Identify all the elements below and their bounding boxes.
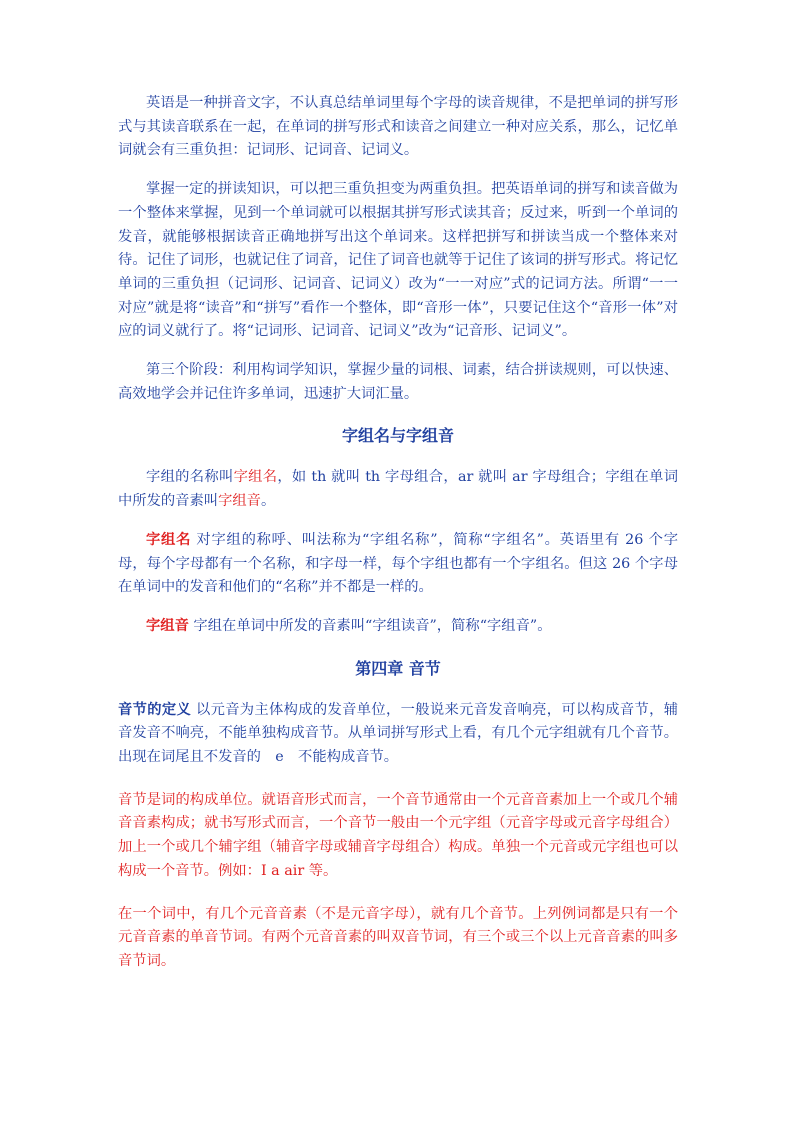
intro-paragraph-2: 掌握一定的拼读知识，可以把三重负担变为两重负担。把英语单词的拼写和读音做为一个整体来掌握，见到一个单词就可以根据其拼写形式读其音；反过来，听到一个单词的发音，就能够根据读音正确地拼写出这个单词来。这样把拼写和拼读当成一个整体来对待。记住了词形，也就记住了词音，记住了词音也就等于记住了该词的拼写形式。将记忆单词的三重负担（记词形、记词音、记词义）改为“一一对应”式的记词方法。所谓“一一对应”就是将“读音”和“拼写”看作一个整体，即“音形一体”，只要记住这个“音形一体”对应的词义就行了。将“记词形、记词音、记词义”改为“记音形、记词义”。 bbox=[118, 181, 678, 340]
document-page bbox=[118, 92, 678, 974]
text-run: 以元音为主体构成的发音单位，一般说来元音发音响亮，可以构成音节，辅音发音不响亮，不能单独构成音节。从单词拼写形式上看，有几个元字组就有几个音节。出现在词尾且不发音的 e 不能构成音节。 bbox=[118, 701, 679, 766]
text-run: ，如 th 就叫 th 字母组合，ar 就叫 ar 字母组合；字组在单词中所发的音素叫 bbox=[118, 469, 679, 510]
label-zuming: 字组名 bbox=[146, 531, 192, 548]
intro-paragraph-3: 第三个阶段：利用构词学知识，掌握少量的词根、词素，结合拼读规则，可以快速、高效地学会并记住许多单词，迅速扩大词汇量。 bbox=[118, 362, 678, 402]
chapter4-paragraph-3: 在一个词中，有几个元音音素（不是元音字母），就有几个音节。上列例词都是只有一个元音音素的单音节词。有两个元音音素的叫双音节词，有三个或三个以上元音音素的叫多音节词。 bbox=[118, 905, 678, 969]
section-title-zuming: 字组名与字组音 bbox=[341, 426, 454, 446]
intro-paragraph-1: 英语是一种拼音文字，不认真总结单词里每个字母的读音规律，不是把单词的拼写形式与其读音联系在一起，在单词的拼写形式和读音之间建立一种对应关系，那么，记忆单词就会有三重负担：记词形、记词音、记词义。 bbox=[118, 95, 678, 159]
chapter4-paragraph-1 bbox=[118, 699, 678, 770]
term-zuming: 字组名 bbox=[233, 469, 278, 486]
text-run: 。 bbox=[260, 493, 276, 510]
text-run: 字组在单词中所发的音素叫“字组读音”，简称“字组音”。 bbox=[188, 617, 552, 634]
text-run: 对字组的称呼、叫法称为“字组名称”，简称“字组名”。英语里有 26 个字母，每个字母都有一个名称，和字母一样，每个字组也都有一个字组名。但这 26 个字母在单词中的发音和他们的“名称”并不都是一样的。 bbox=[118, 531, 678, 596]
text-run: 字组的名称叫 bbox=[146, 469, 234, 486]
section1-paragraph-1 bbox=[118, 466, 678, 513]
chapter4-paragraph-2: 音节是词的构成单位。就语音形式而言，一个音节通常由一个元音音素加上一个或几个辅音音素构成；就书写形式而言，一个音节一般由一个元字组（元音字母或元音字母组合）加上一个或几个辅字组（辅音字母或辅音字母组合）构成。单独一个元音或元字组也可以构成一个音节。例如：I a air 等。 bbox=[118, 791, 678, 879]
chapter-title-yinjie: 第四章 音节 bbox=[355, 658, 441, 678]
label-yinjie-definition: 音节的定义 bbox=[118, 701, 192, 718]
section1-paragraph-3 bbox=[118, 615, 678, 639]
section1-paragraph-2 bbox=[118, 529, 678, 600]
term-zuyin: 字组音 bbox=[218, 493, 261, 510]
label-zuyin: 字组音 bbox=[146, 617, 189, 634]
